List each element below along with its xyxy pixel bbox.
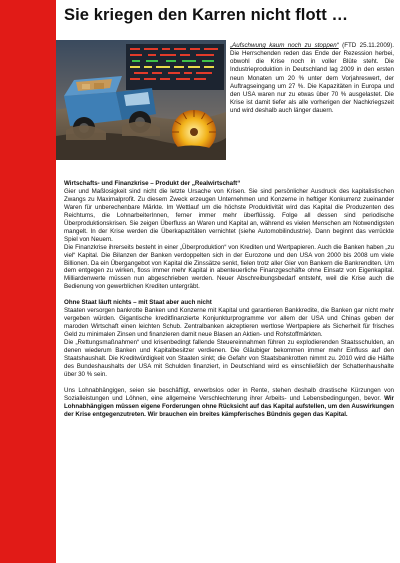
section-heading: Ohne Staat läuft nichts – mit Staat aber auch nicht [64, 299, 212, 307]
closing-paragraph [64, 387, 394, 419]
red-side-bar [0, 0, 56, 563]
closing-text: Uns Lohnabhängigen, seien sie beschäftigt, erwerbslos oder in Rente, stehen deshalb drastische Kürzungen von Sozialleistungen und Löhnen, eine allgemeine Verschlechterung ihrer Arbeits- und Lebensbedingungen, bevor. [64, 386, 394, 402]
intro-quote-block [230, 42, 394, 115]
quote-text: Die Herrschenden reden das Ende der Rezession herbei, obwohl die Krise noch in voller Blüte steht. Die Industrieproduktion in Deutschland lag 2009 in den ersten neun Monaten um 20 % unter dem Vorjahreswert, der Auftragseingang um 27 %. Die Kapazitäten in Europa und den USA waren nur zu etwas über 70 % ausgelastet. Die Krise ist damit tiefer als alle vorherigen der Nachkriegszeit und wird deshalb auch länger dauern. [230, 50, 394, 115]
paragraph: Gier und Maßlosigkeit sind nicht die letzte Ursache von Krisen. Sie sind persönlicher Ausdruck des kapitalistischen Zwangs zu Maximalprofit. Zu diesem Zweck erzeugen Unternehmen und Konzerne in heftiger Konkurrenz zueinander Waren für unberechenbare Märkte. Im Wettlauf um die höchste Produktivität wird das Kapital die Produzenten des Reichtums, die LohnarbeiterInnen, ferner immer mehr überflüssig. Folge all dessen sind periodische Überproduktionskrisen. Sie zeigen Überfluss an Waren und Kapital an, während es vielen Menschen am Notwendigsten mangelt. In der Krise werden die Überkapazitäten vernichtet (siehe Automobilindustrie). Dann beginnt das verrückte Spiel von Neuem. [64, 187, 394, 243]
paragraph: Die Finanzkrise ihrerseits besteht in einer „Überproduktion“ von Krediten und Wertpapieren. Auch die Banken haben „zu viel“ Kapital. Die Bilanzen der Banken verdoppelten sich in der Eurozone und den USA von 2000 bis 2008 um viele Billionen. Da ein Übergangebot von Kapital die Zinssätze senkt, fielen trotz aller Gier von Bankern die Bankrenditen. Um dem entgegen zu wirken, floss immer mehr Kapital in abenteuerliche Finanzgeschäfte ohne Einsatz von Eigenkapital. Milliardenwerte müssen nun abgeschrieben werden. Neuer Abschreibungsbedarf entsteht, weil die Krise auch die Bedienung von gewerblichen Krediten untergräbt. [64, 243, 394, 291]
closing-demand: Wir Lohnabhängigen müssen eigene Forderungen ohne Rücksicht auf das Kapital aufstellen, um den Auswirkungen der Krise entgegenzutreten. [64, 394, 394, 418]
page-title: Sie kriegen den Karren nicht flott … [64, 6, 349, 24]
illustration-truck-stuck [56, 40, 226, 160]
paragraph: Staaten versorgen bankrotte Banken und Konzerne mit Kapital und garantieren Bankkredite, die Banken gar nicht mehr vergeben würden. Gigantische kreditfinanzierte Konjunkturprogramme vor allem der USA und Chinas geben der maroden Wirtschaft einen leichten Schub. Zentralbanken akzeptieren wertlose Wertpapiere als Sicherheit für frisches Geld zu minimalen Zinsen und finanzieren damit neue Blasen an Aktien- und Rohstoffmärkten. [64, 307, 394, 339]
section-heading: Wirtschafts- und Finanzkrise – Produkt der „Realwirtschaft“ [64, 180, 241, 187]
closing-call: Wir brauchen ein breites kämpferisches Bündnis gegen das Kapital. [147, 410, 348, 418]
quote-headline: „Aufschwung kaum noch zu stoppen“ [230, 42, 339, 49]
article-body [64, 180, 394, 419]
quote-source: (FTD 25.11.2009). [342, 42, 394, 49]
paragraph: Die „Rettungsmaßnahmen“ und krisenbedingt fallende Steuereinnahmen führen zu explodierenden Staatsschulden, an denen wiederum Banken und Kapitalbesitzer verdienen. Die Gläubiger bekommen immer mehr Einfluss auf den Staatshaushalt. Die Kreditwürdigkeit von Staaten sinkt; die Gefahr von Staatsbankrotten nimmt zu. 2010 wird die Hälfte des Bundeshaushalts der USA mit Schulden finanziert, in Deutschland wird es einschließlich der Schattenhaushalte über 30 % sein. [64, 339, 394, 378]
